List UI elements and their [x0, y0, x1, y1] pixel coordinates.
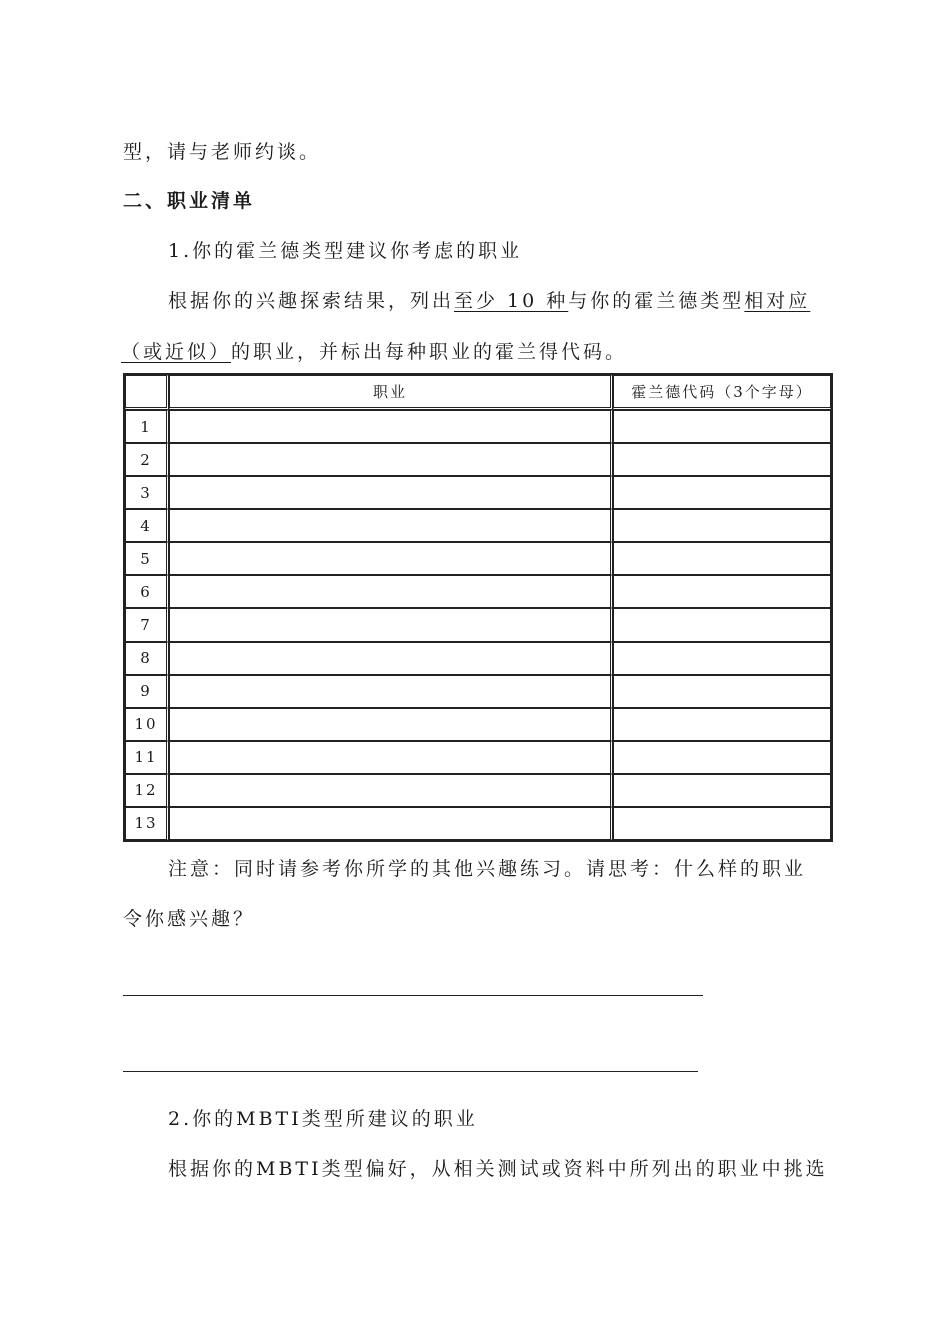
table-row [125, 675, 831, 708]
answer-blank-line-1[interactable] [123, 995, 703, 996]
row-number: 9 [125, 675, 169, 708]
career-cell[interactable] [169, 476, 613, 509]
table-header-index [125, 375, 169, 410]
holland-code-cell[interactable] [613, 774, 831, 807]
answer-blank-line-2[interactable] [123, 1071, 698, 1072]
career-cell[interactable] [169, 807, 613, 840]
table-row [125, 476, 831, 509]
holland-code-cell[interactable] [613, 476, 831, 509]
intro-tail-text: 型，请与老师约谈。 [123, 141, 322, 163]
holland-code-cell[interactable] [613, 608, 831, 641]
career-cell[interactable] [169, 443, 613, 476]
row-number: 6 [125, 575, 169, 608]
table-row [125, 608, 831, 641]
row-number: 3 [125, 476, 169, 509]
row-number: 11 [125, 741, 169, 774]
row-number: 13 [125, 807, 169, 840]
table-header-career: 职业 [169, 375, 613, 410]
row-number: 2 [125, 443, 169, 476]
career-table [123, 373, 833, 842]
row-number: 7 [125, 608, 169, 641]
row-number: 8 [125, 642, 169, 675]
instruction-text: 与你的霍兰德类型 [568, 290, 745, 312]
row-number: 5 [125, 542, 169, 575]
holland-code-cell[interactable] [613, 443, 831, 476]
note-line-2: 令你感兴趣？ [123, 908, 256, 930]
career-cell[interactable] [169, 608, 613, 641]
holland-code-cell[interactable] [613, 542, 831, 575]
holland-code-cell[interactable] [613, 509, 831, 542]
holland-code-cell[interactable] [613, 575, 831, 608]
row-number: 12 [125, 774, 169, 807]
table-row [125, 542, 831, 575]
career-cell[interactable] [169, 741, 613, 774]
table-row [125, 410, 831, 443]
holland-code-cell[interactable] [613, 642, 831, 675]
table-row [125, 575, 831, 608]
career-cell[interactable] [169, 575, 613, 608]
table-row [125, 443, 831, 476]
holland-code-cell[interactable] [613, 807, 831, 840]
instruction-underlined-match: 相对应 [744, 290, 811, 312]
subsection-1-title: 1.你的霍兰德类型建议你考虑的职业 [168, 240, 523, 262]
holland-code-cell[interactable] [613, 708, 831, 741]
career-cell[interactable] [169, 774, 613, 807]
table-row [125, 807, 831, 840]
career-cell[interactable] [169, 410, 613, 443]
table-row [125, 509, 831, 542]
row-number: 4 [125, 509, 169, 542]
instruction-text: 的职业，并标出每种职业的霍兰得代码。 [231, 341, 628, 363]
instruction-underlined-approx: （或近似） [121, 341, 232, 363]
mbti-paragraph-line-1: 根据你的MBTI类型偏好，从相关测试或资料中所列出的职业中挑选 [168, 1158, 828, 1180]
career-cell[interactable] [169, 509, 613, 542]
section-title: 二、职业清单 [123, 190, 256, 212]
career-cell[interactable] [169, 675, 613, 708]
table-row [125, 708, 831, 741]
instruction-paragraph-line-1 [168, 289, 810, 313]
table-header-row [125, 375, 831, 410]
instruction-paragraph-line-2 [121, 340, 627, 364]
table-row [125, 741, 831, 774]
row-number: 1 [125, 410, 169, 443]
holland-code-cell[interactable] [613, 675, 831, 708]
instruction-underlined-count: 至少 10 种 [454, 290, 569, 312]
career-cell[interactable] [169, 642, 613, 675]
table-header-holland-code: 霍兰德代码（3个字母） [613, 375, 831, 410]
table-row [125, 642, 831, 675]
row-number: 10 [125, 708, 169, 741]
instruction-text: 根据你的兴趣探索结果，列出 [168, 290, 455, 312]
subsection-2-title: 2.你的MBTI类型所建议的职业 [168, 1108, 478, 1130]
career-cell[interactable] [169, 708, 613, 741]
career-cell[interactable] [169, 542, 613, 575]
note-line-1: 注意：同时请参考你所学的其他兴趣练习。请思考：什么样的职业 [168, 858, 807, 880]
holland-code-cell[interactable] [613, 410, 831, 443]
holland-code-cell[interactable] [613, 741, 831, 774]
table-row [125, 774, 831, 807]
